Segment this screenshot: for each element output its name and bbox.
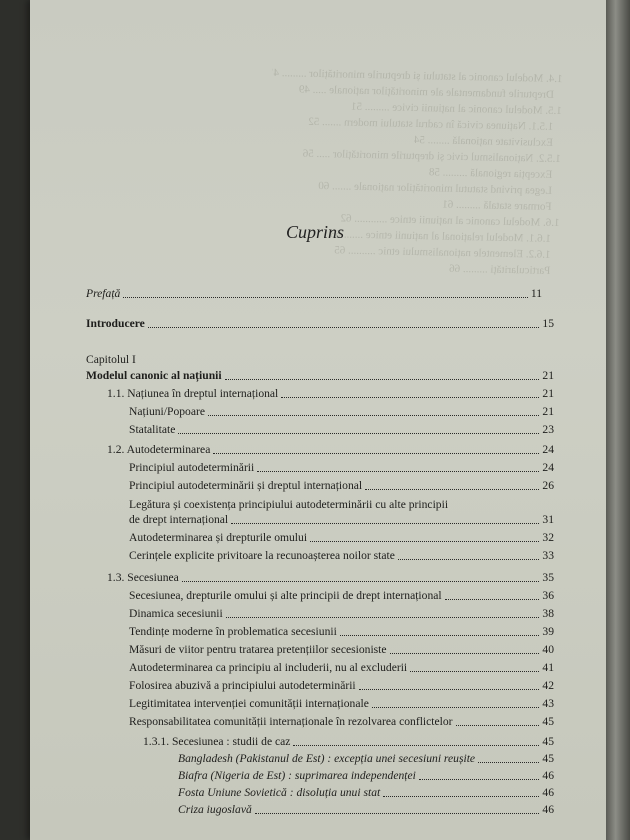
toc-entry — [178, 802, 554, 817]
toc-entry-label: Dinamica secesiunii — [129, 607, 223, 620]
toc-entry — [143, 734, 554, 749]
toc-entry-introduction — [86, 316, 554, 331]
toc-entry-label: Tendințe moderne în problematica secesiunii — [129, 625, 337, 638]
toc-entry-label: Principiul autodeterminării — [129, 461, 255, 474]
toc-entry — [107, 386, 554, 401]
leader-dots — [255, 813, 540, 814]
toc-entry-page: 33 — [542, 549, 554, 562]
toc-entry-page: 21 — [542, 387, 554, 400]
toc-entry-label: Biafra (Nigeria de Est) : suprimarea independenței — [178, 769, 416, 782]
toc-entry — [129, 606, 554, 621]
toc-entry-label: 1.2. Autodeterminarea — [107, 443, 211, 456]
toc-entry-page: 45 — [542, 752, 554, 765]
toc-entry-label: Națiuni/Popoare — [129, 405, 205, 418]
toc-entry-page: 24 — [542, 443, 554, 456]
toc-entry — [129, 512, 554, 527]
toc-entry-page: 32 — [542, 531, 554, 544]
leader-dots — [123, 297, 527, 298]
leader-dots — [456, 725, 540, 726]
toc-entry-page: 23 — [542, 423, 554, 436]
toc-entry-page: 45 — [542, 735, 554, 748]
leader-dots — [182, 581, 540, 582]
toc-entry-page: 39 — [542, 625, 554, 638]
leader-dots — [225, 379, 540, 380]
toc-entry-page: 21 — [542, 369, 554, 382]
leader-dots — [281, 397, 539, 398]
toc-entry — [129, 642, 554, 657]
toc-entry-label: Legătura și coexistența principiului autodeterminării cu alte principii — [129, 498, 449, 511]
toc-entry-page: 46 — [542, 803, 554, 816]
leader-dots — [231, 523, 539, 524]
leader-dots — [365, 489, 539, 490]
toc-entry-page: 46 — [542, 786, 554, 799]
toc-entry-page: 31 — [542, 513, 554, 526]
toc-entry-page: 40 — [542, 643, 554, 656]
leader-dots — [226, 617, 540, 618]
toc-entry-label: Modelul canonic al națiunii — [86, 369, 222, 382]
leader-dots — [359, 689, 540, 690]
toc-entry-page: 35 — [542, 571, 554, 584]
leader-dots — [310, 541, 539, 542]
toc-entry-label: Responsabilitatea comunității internaționale în rezolvarea conflictelor — [129, 715, 453, 728]
toc-entry — [129, 530, 554, 545]
toc-entry — [129, 548, 554, 563]
toc-entry-label: Cerințele explicite privitoare la recunoașterea noilor state — [129, 549, 395, 562]
toc-entry-label: Criza iugoslavă — [178, 803, 252, 816]
toc-entry — [129, 404, 554, 419]
toc-entry-label: Prefață — [86, 287, 121, 300]
toc-entry-label: Introducere — [86, 317, 145, 330]
leader-dots — [478, 762, 539, 763]
toc-entry — [129, 624, 554, 639]
toc-entry-label: Măsuri de viitor pentru tratarea pretențiilor secesioniste — [129, 643, 387, 656]
leader-dots — [178, 433, 539, 434]
leader-dots — [148, 327, 540, 328]
leader-dots — [419, 779, 540, 780]
toc-entry-label: Secesiunea, drepturile omului și alte principii de drept internațional — [129, 589, 442, 602]
leader-dots — [213, 453, 539, 454]
toc-entry — [107, 570, 554, 585]
leader-dots — [372, 707, 540, 708]
toc-entry-label: 1.3.1. Secesiunea : studii de caz — [143, 735, 291, 748]
toc-entry-chapter-title — [86, 368, 554, 383]
leader-dots — [445, 599, 540, 600]
toc-entry — [129, 588, 554, 603]
toc-entry-label: 1.1. Națiunea în dreptul internațional — [107, 387, 279, 400]
toc-entry-label: Fosta Uniune Sovietică : disoluția unui stat — [178, 786, 381, 799]
toc-entry — [129, 660, 554, 675]
toc-entry-label: Principiul autodeterminării și dreptul internațional — [129, 479, 363, 492]
toc-entry-page: 43 — [542, 697, 554, 710]
toc-entry-label: Autodeterminarea ca principiu al includerii, nu al excluderii — [129, 661, 408, 674]
toc-entry-preface — [86, 286, 542, 301]
toc-entry-label: Folosirea abuzivă a principiului autodeterminării — [129, 679, 356, 692]
toc-entry — [178, 768, 554, 783]
toc-entry-page: 36 — [542, 589, 554, 602]
toc-entry-label: Bangladesh (Pakistanul de Est) : excepția unei secesiuni reușite — [178, 752, 476, 765]
toc-entry-page: 11 — [530, 287, 542, 300]
toc-entry-page: 26 — [542, 479, 554, 492]
toc-entry — [178, 751, 554, 766]
toc-entry — [129, 422, 554, 437]
toc-entry-page: 45 — [542, 715, 554, 728]
toc-entry — [129, 478, 554, 493]
leader-dots — [398, 559, 540, 560]
leader-dots — [293, 745, 539, 746]
toc-entry-page: 41 — [542, 661, 554, 674]
bleed-through-text: 1.4. Modelul canonic al statului și drepturile minorităților ......... 47 Drepturile fundamentale ale minorităților naționale ..... 49 1.5. Modelul canonic al națiunii civice ......... 51 1.5.1. Națiunea civică în cadrul statului modern ....... 52 Exclusivitate națională ........ 54 1.5.2. Naționalismul civic și drepturile minorităților ..... 56 Excepția regională ......... 58 Legea privind statutul minorităților naționale ....... 60 Formare statală ......... 61 1.6. Modelul canonic al națiunii etnice ............ 62 1.6.1. Modelul relațional al națiunii etnice ....... 63 1.6.2. Elementele naționalismului etnic .......... 65 Particularități ......... 66 — [267, 66, 563, 278]
leader-dots — [340, 635, 540, 636]
page-title: Cuprins — [285, 222, 345, 242]
toc-entry-page: 15 — [542, 317, 554, 330]
toc-entry-label: Statalitate — [129, 423, 176, 436]
toc-entry — [129, 696, 554, 711]
toc-entry — [129, 460, 554, 475]
toc-entry-label: Legitimitatea intervenției comunității internaționale — [129, 697, 369, 710]
toc-entry-label: de drept internațional — [129, 513, 229, 526]
toc-entry — [107, 442, 554, 457]
toc-entry — [178, 785, 554, 800]
toc-entry — [129, 678, 554, 693]
toc-entry-page: 42 — [542, 679, 554, 692]
leader-dots — [257, 471, 539, 472]
leader-dots — [383, 796, 539, 797]
toc-entry-label: Autodeterminarea și drepturile omului — [129, 531, 308, 544]
toc-entry-page: 46 — [542, 769, 554, 782]
toc-entry-label: 1.3. Secesiunea — [107, 571, 179, 584]
toc-entry-page: 21 — [542, 405, 554, 418]
toc-entry — [129, 714, 554, 729]
leader-dots — [390, 653, 540, 654]
toc-entry-page: 24 — [542, 461, 554, 474]
toc-entry-page: 38 — [542, 607, 554, 620]
chapter-number: Capitolul I — [86, 353, 136, 366]
leader-dots — [208, 415, 539, 416]
leader-dots — [410, 671, 539, 672]
